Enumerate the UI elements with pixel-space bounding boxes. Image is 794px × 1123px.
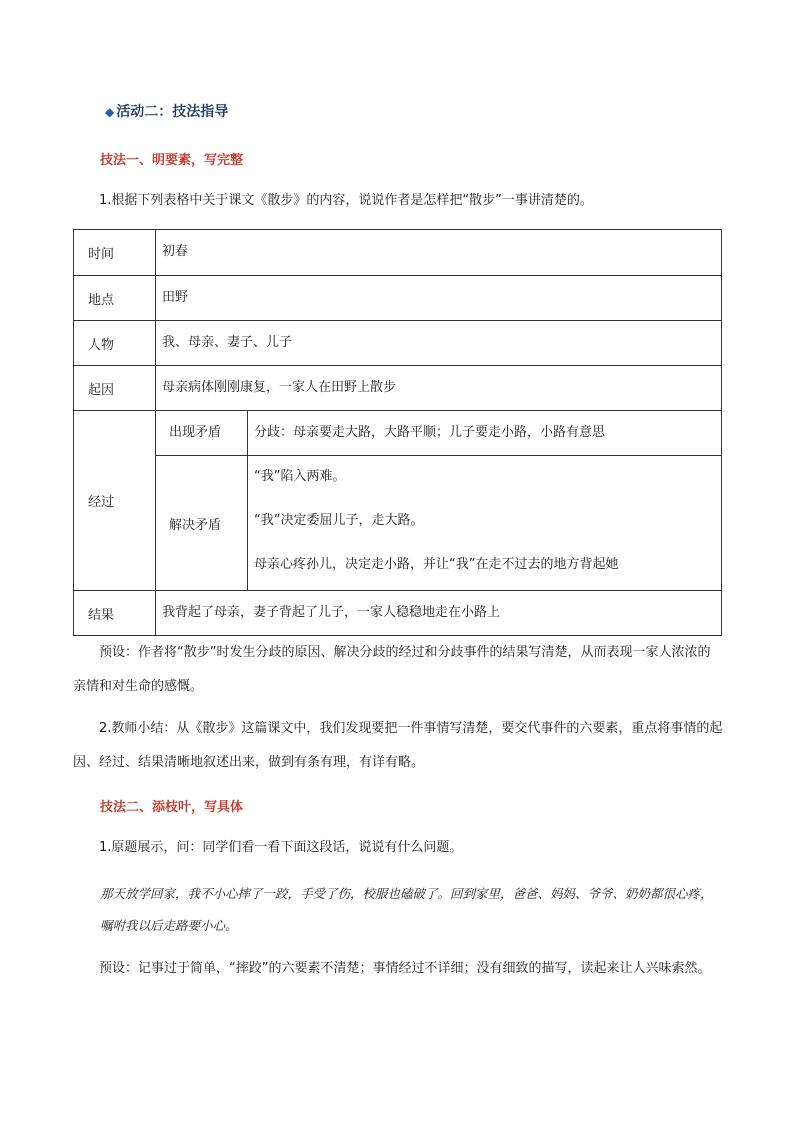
place-value: 田野 [156, 276, 722, 321]
technique1-preset: 预设：作者将“散步”时发生分歧的原因、解决分歧的经过和分歧事件的结果写清楚，从而表现一家人浓浓的亲情和对生命的感慨。 [73, 645, 711, 694]
time-value: 初春 [156, 230, 722, 276]
technique2-preset: 预设：记事过于简单，“摔跤”的六要素不清楚；事情经过不详细；没有细致的描写，读起来让人兴味索然。 [99, 961, 711, 976]
resolve-line-3: 母亲心疼孙儿，决定走小路，并让“我”在走不过去的地方背起她 [254, 557, 619, 572]
result-value: 我背起了母亲，妻子背起了儿子，一家人稳稳地走在小路上 [156, 591, 722, 636]
technique2-title: 技法二、添枝叶，写具体 [100, 800, 244, 815]
sample-passage: 那天放学回家，我不小心摔了一跤，手受了伤，校服也磕破了。回到家里，爸爸、妈妈、爷爷、奶奶都很心疼，嘱咐我以后走路要小心。 [100, 886, 713, 933]
cause-value: 母亲病体刚刚康复，一家人在田野上散步 [156, 366, 722, 411]
table-row [74, 411, 722, 456]
conflict-value: 分歧：母亲要走大路，大路平顺；儿子要走小路，小路有意思 [248, 411, 722, 456]
process-label: 经过 [74, 411, 156, 591]
technique1-title: 技法一、明要素，写完整 [100, 153, 244, 168]
place-label: 地点 [74, 276, 156, 321]
people-value: 我、母亲、妻子、儿子 [156, 321, 722, 366]
table-row [74, 321, 722, 366]
table-row [74, 456, 722, 591]
time-label: 时间 [74, 230, 156, 276]
resolve-line-2: “我”决定委屈儿子，走大路。 [254, 513, 424, 528]
result-label: 结果 [74, 591, 156, 636]
diamond-icon: ◆ [105, 105, 115, 119]
resolve-value [248, 456, 722, 591]
table-row [74, 230, 722, 276]
resolve-label: 解决矛盾 [156, 456, 248, 591]
cause-label: 起因 [74, 366, 156, 411]
story-elements-table [73, 229, 722, 636]
table-row [74, 276, 722, 321]
teacher-summary: 2.教师小结：从《散步》这篇课文中，我们发现要把一件事情写清楚，要交代事件的六要素，重点将事情的起因、经过、结果清晰地叙述出来，做到有条有理，有详有略。 [73, 721, 723, 770]
resolve-line-1: “我”陷入两难。 [254, 469, 346, 484]
conflict-label: 出现矛盾 [156, 411, 248, 456]
technique1-question: 1.根据下列表格中关于课文《散步》的内容，说说作者是怎样把“散步”一事讲清楚的。 [99, 193, 593, 208]
technique2-question: 1.原题展示，问：同学们看一看下面这段话，说说有什么问题。 [99, 840, 463, 855]
activity-heading: ◆ 活动二：技法指导 [105, 104, 229, 120]
people-label: 人物 [74, 321, 156, 366]
table-row [74, 591, 722, 636]
table-row [74, 366, 722, 411]
